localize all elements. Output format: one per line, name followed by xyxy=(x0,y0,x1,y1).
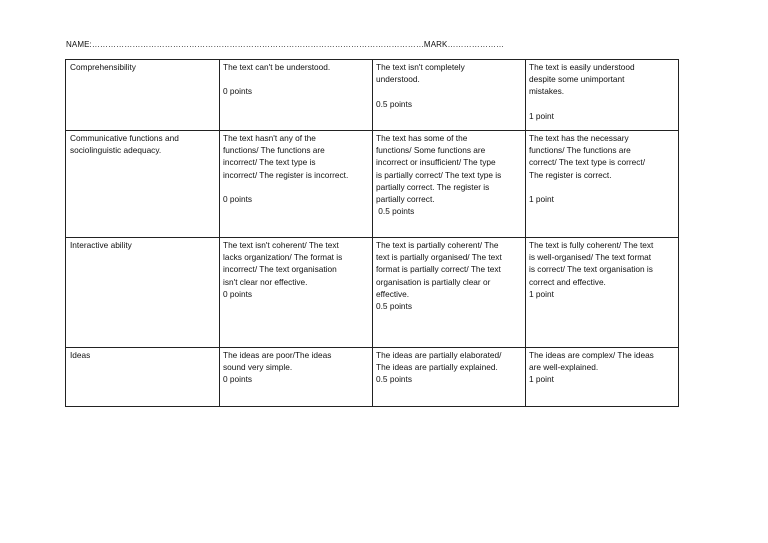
rubric-cell-level-half xyxy=(373,238,526,348)
points-text: 1 point xyxy=(529,288,554,299)
descriptor-text: text is partially organised/ The text xyxy=(376,252,502,263)
rubric-row-comprehensibility xyxy=(66,60,679,131)
descriptor-text: functions/ The functions are xyxy=(529,145,631,156)
descriptor-text: The text is fully coherent/ The text xyxy=(529,240,654,250)
rubric-cell-level-1 xyxy=(526,131,679,238)
criterion-text: Ideas xyxy=(70,350,91,360)
criterion-cell xyxy=(66,238,220,348)
points-text: 0.5 points xyxy=(376,374,412,385)
rubric-row-communicative-functions xyxy=(66,131,679,238)
descriptor-text: The ideas are partially explained. xyxy=(376,362,498,373)
descriptor-text: sound very simple. xyxy=(223,362,293,373)
descriptor-text: partially correct. The register is xyxy=(376,181,490,192)
points-text: 0 points xyxy=(223,194,253,204)
points-text: 0.5 points xyxy=(376,98,412,109)
rubric-cell-level-0 xyxy=(220,348,373,407)
rubric-cell-level-0 xyxy=(220,60,373,131)
descriptor-text: understood. xyxy=(376,74,420,85)
descriptor-text: The text is partially coherent/ The xyxy=(376,240,499,250)
descriptor-text: organisation is partially clear or xyxy=(376,276,491,287)
rubric-cell-level-half xyxy=(373,348,526,407)
descriptor-text: The text has the necessary xyxy=(529,133,629,143)
descriptor-text: The text can't be understood. xyxy=(223,62,331,72)
descriptor-text: despite some unimportant xyxy=(529,74,625,85)
descriptor-text: format is partially correct/ The text xyxy=(376,264,501,275)
rubric-cell-level-0 xyxy=(220,131,373,238)
name-mark-line: NAME:……………………………………………………………………………………………………………MARK………………… xyxy=(66,40,505,49)
descriptor-text: The ideas are complex/ The ideas xyxy=(529,350,654,360)
rubric-cell-level-1 xyxy=(526,348,679,407)
descriptor-text: The text is easily understood xyxy=(529,62,635,72)
rubric-row-ideas xyxy=(66,348,679,407)
rubric-cell-level-0 xyxy=(220,238,373,348)
rubric-cell-level-half xyxy=(373,60,526,131)
points-text: 0.5 points xyxy=(376,301,412,312)
rubric-cell-level-1 xyxy=(526,60,679,131)
points-text: 0 points xyxy=(223,86,253,97)
descriptor-text: mistakes. xyxy=(529,86,565,97)
criterion-cell xyxy=(66,60,220,131)
criterion-text: sociolinguistic adequacy. xyxy=(70,145,162,156)
criterion-text: Comprehensibility xyxy=(70,62,136,72)
points-text: 0 points xyxy=(223,374,253,385)
points-text: 1 point xyxy=(529,194,554,204)
descriptor-text: functions/ Some functions are xyxy=(376,145,486,156)
descriptor-text: is well-organised/ The text format xyxy=(529,252,652,263)
descriptor-text: The ideas are partially elaborated/ xyxy=(376,350,502,360)
criterion-text: Interactive ability xyxy=(70,240,132,250)
assessment-rubric-table xyxy=(65,59,679,407)
descriptor-text: are well-explained. xyxy=(529,362,599,373)
points-text: 1 point xyxy=(529,374,554,385)
criterion-text: Communicative functions and xyxy=(70,133,179,143)
descriptor-text: The text has some of the xyxy=(376,133,468,143)
points-text: 1 point xyxy=(529,110,554,121)
descriptor-text: effective. xyxy=(376,288,410,299)
descriptor-text: is partially correct/ The text type is xyxy=(376,169,502,180)
descriptor-text: The ideas are poor/The ideas xyxy=(223,350,332,360)
descriptor-text: incorrect/ The text type is xyxy=(223,157,316,168)
descriptor-text: functions/ The functions are xyxy=(223,145,325,156)
descriptor-text: lacks organization/ The format is xyxy=(223,252,343,263)
rubric-row-interactive-ability xyxy=(66,238,679,348)
points-text: 0 points xyxy=(223,288,253,299)
descriptor-text: incorrect/ The register is incorrect. xyxy=(223,169,349,180)
rubric-cell-level-half xyxy=(373,131,526,238)
descriptor-text: correct/ The text type is correct/ xyxy=(529,157,646,168)
descriptor-text: The text hasn't any of the xyxy=(223,133,316,143)
criterion-cell xyxy=(66,348,220,407)
descriptor-text: The register is correct. xyxy=(529,169,612,180)
descriptor-text: incorrect or insufficient/ The type xyxy=(376,157,496,168)
descriptor-text: The text isn't coherent/ The text xyxy=(223,240,339,250)
descriptor-text: The text isn't completely xyxy=(376,62,465,72)
descriptor-text: is correct/ The text organisation is xyxy=(529,264,653,275)
descriptor-text: correct and effective. xyxy=(529,276,606,287)
criterion-cell xyxy=(66,131,220,238)
rubric-cell-level-1 xyxy=(526,238,679,348)
descriptor-text: incorrect/ The text organisation xyxy=(223,264,337,275)
points-text: 0.5 points xyxy=(376,206,415,217)
descriptor-text: partially correct. xyxy=(376,194,435,205)
descriptor-text: isn't clear nor effective. xyxy=(223,276,308,287)
